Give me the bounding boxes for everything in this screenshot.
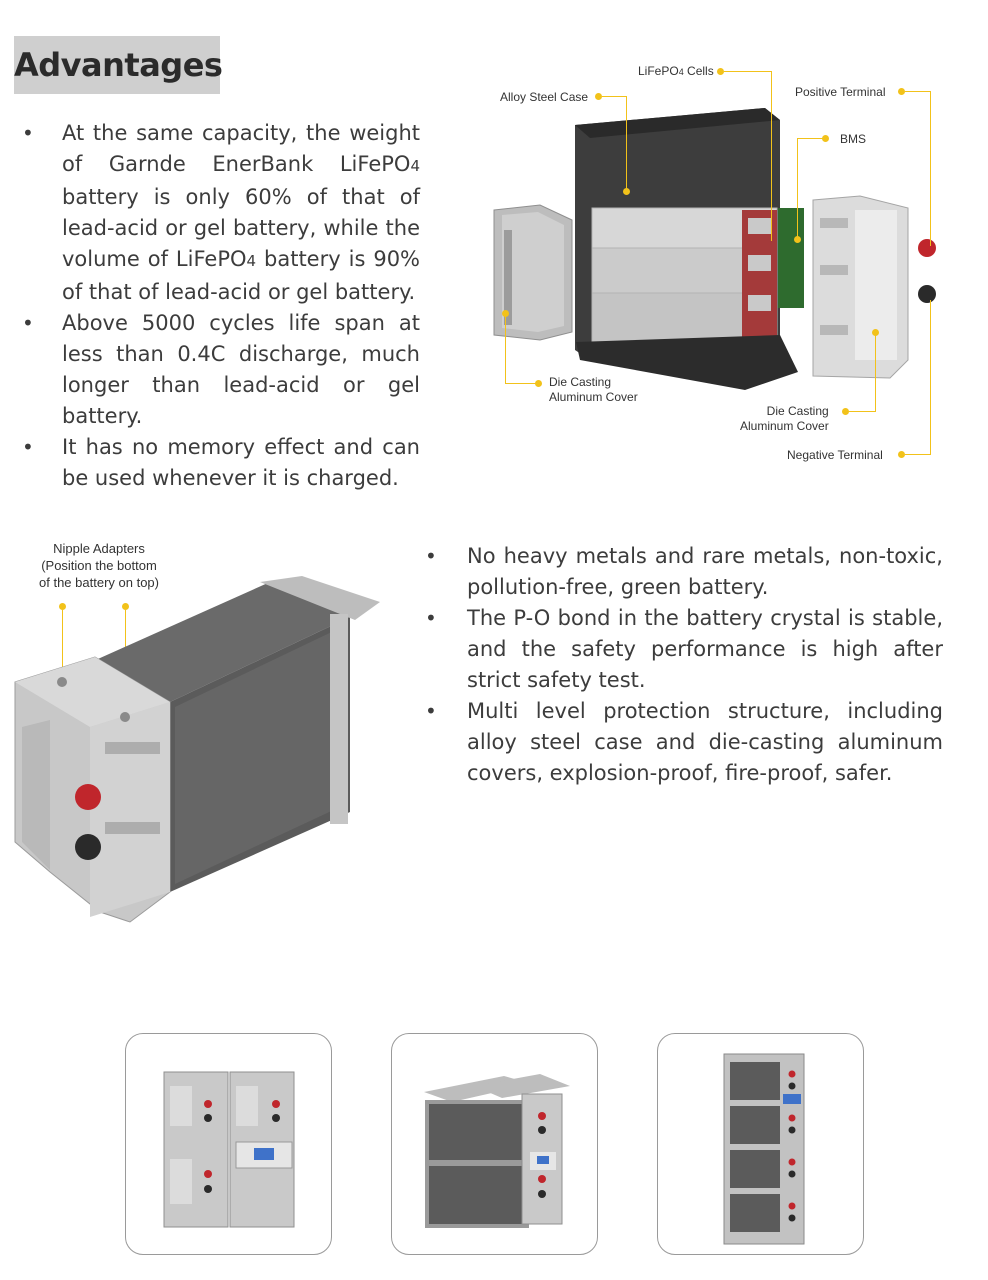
list-item: • Above 5000 cycles life span at less than 0.4C discharge, much longer than lead-acid or gel battery. — [62, 308, 420, 432]
list-item: • Multi level protection structure, including alloy steel case and die-casting aluminum covers, explosion-proof, fire-proof, safer. — [467, 696, 943, 789]
battery-tower-illustration — [658, 1034, 863, 1254]
label-lifepo4-cells: LiFePO4 Cells — [638, 64, 714, 78]
label-bms: BMS — [840, 132, 867, 146]
list-item: • No heavy metals and rare metals, non-toxic, pollution-free, green battery. — [467, 541, 943, 603]
list-item: • It has no memory effect and can be used whenever it is charged. — [62, 432, 420, 494]
label-die-cover-left: Die Casting Aluminum Cover — [549, 375, 638, 404]
negative-terminal-icon — [75, 834, 101, 860]
list-item: • The P-O bond in the battery crystal is stable, and the safety performance is high after strict safety test. — [467, 603, 943, 696]
positive-terminal-icon — [918, 239, 936, 257]
positive-terminal-icon — [75, 784, 101, 810]
nipple-adapter-icon — [57, 677, 67, 687]
label-die-cover-right: Die Casting Aluminum Cover — [740, 404, 829, 433]
exploded-battery-illustration — [480, 60, 980, 470]
list-item: • At the same capacity, the weight of Garnde EnerBank LiFePO4 battery is only 60% of that of lead-acid or gel battery, while the volume of LiFePO4 battery is 90% of that of lead-acid or gel battery. — [62, 118, 420, 308]
label-negative-terminal: Negative Terminal — [787, 448, 883, 462]
advantages-list-bottom — [467, 541, 943, 789]
assembled-battery-illustration — [10, 572, 385, 932]
thumbnail-side-by-side — [125, 1033, 332, 1255]
negative-terminal-icon — [918, 285, 936, 303]
advantages-list-top — [62, 118, 420, 494]
page-title: Advantages — [14, 46, 223, 84]
battery-pair-illustration — [126, 1034, 331, 1254]
label-nipple-adapters: Nipple Adapters (Position the bottom of the battery on top) — [39, 541, 159, 590]
battery-stack-illustration — [392, 1034, 597, 1254]
nipple-adapter-icon — [120, 712, 130, 722]
label-alloy-steel-case: Alloy Steel Case — [500, 90, 589, 104]
thumbnail-stacked-pair — [391, 1033, 598, 1255]
label-positive-terminal: Positive Terminal — [795, 85, 886, 99]
thumbnail-tower — [657, 1033, 864, 1255]
